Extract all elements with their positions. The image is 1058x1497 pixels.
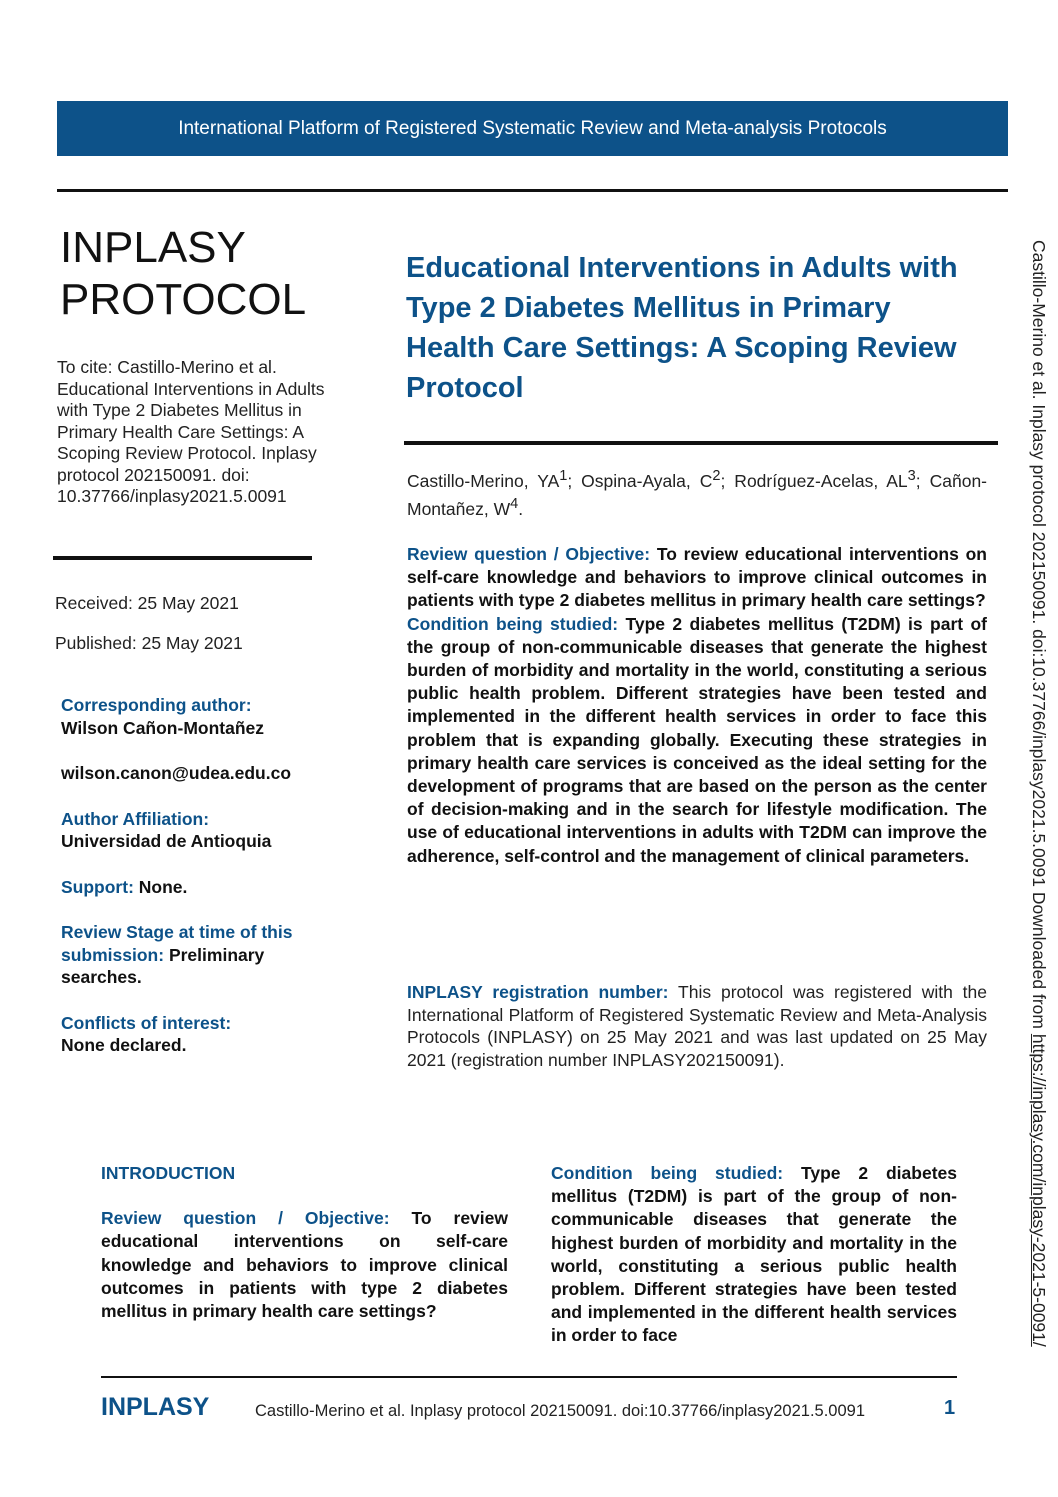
- author-2: ; Ospina-Ayala, C: [567, 470, 713, 491]
- author-3-affil: 3: [907, 468, 916, 484]
- sidebar-info: [61, 694, 341, 1080]
- page-number: 1: [944, 1397, 956, 1419]
- support-value: None.: [138, 876, 188, 897]
- author-4-affil: 4: [510, 495, 519, 512]
- top-divider: [57, 189, 1008, 192]
- corr-email[interactable]: wilson.canon@udea.edu.co: [61, 763, 292, 783]
- review-stage: [61, 921, 341, 989]
- author-2-affil: 2: [712, 468, 721, 484]
- published-date: Published: 25 May 2021: [55, 633, 243, 653]
- author-list: [407, 465, 987, 521]
- corr-name: Wilson Cañon-Montañez: [61, 717, 265, 738]
- intro-column-right: [551, 1162, 957, 1348]
- affil-label: Author Affiliation:: [61, 808, 210, 829]
- intro-heading: INTRODUCTION: [101, 1163, 236, 1183]
- left-divider: [53, 556, 312, 560]
- intro-condition-label: Condition being studied:: [551, 1163, 784, 1183]
- author-1-affil: 1: [559, 468, 568, 484]
- author-1: Castillo-Merino, YA: [407, 470, 560, 491]
- abstract-rq-label: Review question / Objective:: [407, 544, 651, 564]
- abstract-condition-text: Type 2 diabetes mellitus (T2DM) is part of the group of non-communicable diseases that generate the highest burden of morbidity and mortality in the world, constituting a serious public health problem. Different strategies have been tested and implemented in the different health services in order to face this problem that is expanding globally. Executing these strategies in primary health care services is conceived as the ideal setting for the development of programs that are based on the person as the center of decision-making and in the search for lifestyle modification. The use of educational interventions in adults with T2DM can improve the adherence, self-control and the management of clinical parameters.: [407, 613, 987, 866]
- affil-value: Universidad de Antioquia: [61, 831, 272, 851]
- stage-value: Preliminary searches.: [61, 944, 265, 987]
- received-date: Received: 25 May 2021: [55, 593, 239, 613]
- brand-line-1: INPLASY: [60, 223, 246, 272]
- author-3: ; Rodríguez-Acelas, AL: [720, 470, 908, 491]
- abstract-condition-label: Condition being studied:: [407, 613, 619, 634]
- side-note-text: Castillo-Merino et al. Inplasy protocol 202150091. doi:10.37766/inplasy2021.5.0091 Downloaded from: [1029, 240, 1049, 1034]
- corresponding-author: [61, 694, 341, 739]
- conflicts-of-interest: [61, 1012, 341, 1057]
- registration-block: [407, 981, 987, 1071]
- brand-line-2: PROTOCOL: [60, 275, 307, 324]
- footer-citation: Castillo-Merino et al. Inplasy protocol 202150091. doi:10.37766/inplasy2021.5.0091: [255, 1402, 866, 1420]
- header-banner: International Platform of Registered Systematic Review and Meta-analysis Protocols: [57, 101, 1008, 156]
- conflicts-value: None declared.: [61, 1035, 187, 1055]
- stage-label: Review Stage at time of this submission:: [61, 922, 293, 965]
- author-affiliation: [61, 808, 341, 853]
- footer-divider: [101, 1376, 957, 1378]
- intro-rq-label: Review question / Objective:: [101, 1208, 390, 1229]
- registration-text: This protocol was registered with the International Platform of Registered Systematic Review and Meta-Analysis Protocols (INPLASY) on 25 May 2021 and was last updated on 25 May 2021 (registration number INPLASY202150091).: [407, 982, 987, 1070]
- footer-brand: INPLASY: [101, 1393, 210, 1421]
- corr-label: Corresponding author:: [61, 695, 252, 715]
- intro-column-left: [101, 1162, 508, 1323]
- paper-title: Educational Interventions in Adults with Type 2 Diabetes Mellitus in Primary Health Care Settings: A Scoping Review Protocol: [406, 252, 958, 404]
- abstract: [407, 543, 987, 868]
- author-4: ; Cañon-Montañez, W: [407, 470, 987, 519]
- intro-condition-text: Type 2 diabetes mellitus (T2DM) is part of the group of non-communicable diseases that generate the highest burden of morbidity and mortality in the world, constituting a serious public health problem. Different strategies have been tested and implemented in the different health services in order to face: [551, 1163, 957, 1346]
- support: [61, 876, 341, 899]
- support-label: Support:: [61, 876, 134, 897]
- corresponding-email-block: [61, 762, 341, 785]
- abstract-rq-text: To review educational interventions on self-care knowledge and behaviors to improve clinical outcomes in patients with type 2 diabetes mellitus in primary health care settings?: [407, 544, 987, 611]
- download-link[interactable]: https://inplasy.com/inplasy-2021-5-0091/: [1029, 1033, 1049, 1347]
- registration-label: INPLASY registration number:: [407, 982, 669, 1002]
- intro-rq-text: To review educational interventions on self-care knowledge and behaviors to improve clinical outcomes in patients with type 2 diabetes mellitus in primary health care settings?: [101, 1208, 508, 1322]
- citation-block: To cite: Castillo-Merino et al. Educational Interventions in Adults with Type 2 Diabetes Mellitus in Primary Health Care Settings: A Scoping Review Protocol. Inplasy protocol 202150091. doi: 10.37766/inplasy2021.5.0091: [57, 357, 325, 506]
- conflicts-label: Conflicts of interest:: [61, 1012, 232, 1033]
- protocol-brand: [60, 222, 306, 326]
- dates-block: [55, 593, 243, 673]
- side-download-note: [1024, 240, 1054, 1410]
- author-list-end: .: [518, 498, 524, 519]
- title-divider: [404, 441, 998, 445]
